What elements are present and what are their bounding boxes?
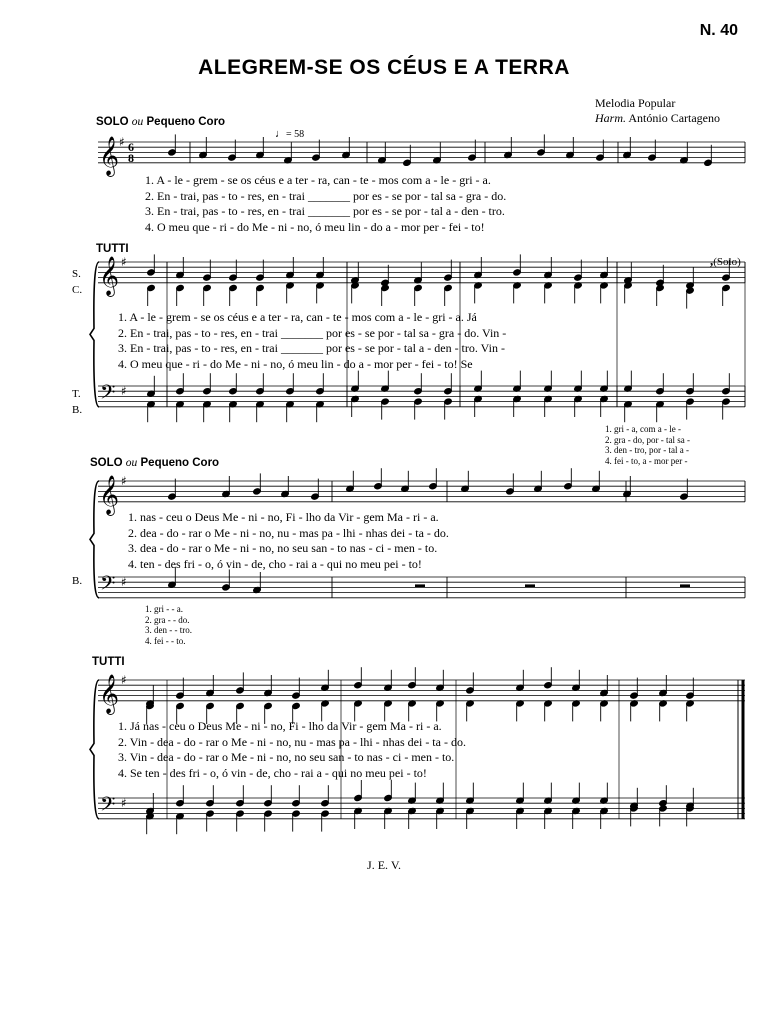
voice-label-t: T. xyxy=(72,388,81,400)
treble-clef: 𝄞 xyxy=(99,255,120,296)
voice-label-c: C. xyxy=(72,284,83,296)
ou-word: ou xyxy=(131,116,144,128)
verse-line: 2. dea - do - rar o Me - ni - no, nu - mas pa - lhi - nhas dei - ta - do. xyxy=(128,525,449,540)
system-bracket xyxy=(90,262,99,407)
key-sharp: ♯ xyxy=(121,474,127,488)
verse-line: 1. nas - ceu o Deus Me - ni - no, Fi - lho da Vir - gem Ma - ri - a. xyxy=(128,510,439,524)
verse-line: 2. Vin - dea - do - rar o Me - ni - no, nu - mas pa - lhi - nhas dei - ta - do. xyxy=(118,734,466,749)
lyrics-system-1 xyxy=(145,173,506,235)
whole-rest xyxy=(525,584,535,587)
pequeno-coro-word: Pequeno Coro xyxy=(140,457,220,469)
verse-line: 3. En - trai, pas - to - res, en - trai _______ por es - se por - tal a - den - tro. xyxy=(145,204,505,218)
verse-line: 4. ten - des fri - o, ó vin - de, cho - rai a - qui no meu pei - to! xyxy=(128,556,422,571)
lyrics-system-3-small xyxy=(145,604,192,646)
ou-word: ou xyxy=(125,457,138,469)
hymn-number: N. 40 xyxy=(699,22,738,39)
lyrics-system-2-small xyxy=(605,424,690,466)
verse-line: 1. Já nas - ceu o Deus Me - ni - no, Fi - lho da Vir - gem Ma - ri - a. xyxy=(118,719,442,733)
whole-rest xyxy=(415,584,425,587)
voice-label-s: S. xyxy=(72,268,81,280)
verse-line: 3. dea - do - rar o Me - ni - no, no seu san - to nas - ci - men - to. xyxy=(128,541,438,555)
key-sharp: ♯ xyxy=(121,575,127,590)
treble-clef: 𝄞 xyxy=(99,673,120,714)
tempo-marking: ♩= 58 xyxy=(275,128,305,140)
bass-clef: 𝄢 xyxy=(100,792,116,821)
voice-label-b2: B. xyxy=(72,575,83,587)
solo-word: SOLO xyxy=(90,457,123,469)
bass-clef: 𝄢 xyxy=(100,380,116,409)
verse-line: 4. Se ten - des fri - o, ó vin - de, cho - rai a - qui no meu pei - to! xyxy=(118,765,427,780)
verse-line-small: 1. gri - a, com a - le - xyxy=(605,424,681,434)
system-bracket xyxy=(90,481,99,598)
treble-clef: 𝄞 xyxy=(99,474,120,515)
verse-line-small: 4. fei - to, a - mor per - xyxy=(605,455,688,466)
verse-line: 1. A - le - grem - se os céus e a ter - ra, can - te - mos com a - le - gri - a. Já xyxy=(118,310,477,324)
verse-line: 4. O meu que - ri - do Me - ni - no, ó meu lin - do a - mor per - fei - to! Se xyxy=(118,356,473,371)
whole-rest xyxy=(680,584,690,587)
verse-line: 2. En - trai, pas - to - res, en - trai _______ por es - se por - tal sa - gra - do. Vin - xyxy=(118,325,507,340)
voice-label-b: B. xyxy=(72,404,83,416)
verse-line-small: 2. gra - - do. xyxy=(145,614,190,625)
time-sig-top: 6 xyxy=(128,140,134,154)
treble-clef: 𝄞 xyxy=(99,135,120,176)
pequeno-coro-word: Pequeno Coro xyxy=(146,116,226,128)
tutti-label-2: TUTTI xyxy=(92,656,125,668)
lyrics-system-3 xyxy=(128,510,449,572)
verse-line-small: 1. gri - - a. xyxy=(145,604,183,614)
page-title: ALEGREM-SE OS CÉUS E A TERRA xyxy=(198,56,570,79)
key-sharp: ♯ xyxy=(121,673,127,687)
verse-line-small: 3. den - - tro. xyxy=(145,625,192,635)
verse-line: 2. En - trai, pas - to - res, en - trai _______ por es - se por - tal sa - gra - do. xyxy=(145,188,507,203)
verse-line-small: 2. gra - do, por - tal sa - xyxy=(605,434,690,445)
verse-line: 1. A - le - grem - se os céus e a ter - ra, can - te - mos com a - le - gri - a. xyxy=(145,173,491,187)
lyrics-system-2 xyxy=(118,310,506,372)
solo-mark-text: (Solo) xyxy=(713,256,741,268)
signature: J. E. V. xyxy=(367,858,401,872)
key-sharp: ♯ xyxy=(121,796,127,811)
verse-line: 3. En - trai, pas - to - res, en - trai _______ por es - se por - tal a - den - tro. Vin - xyxy=(118,341,505,355)
harm-prefix: Harm. xyxy=(595,111,627,125)
harm-name: António Cartageno xyxy=(628,111,721,125)
solo-word: SOLO xyxy=(96,116,129,128)
verse-line: 4. O meu que - ri - do Me - ni - no, ó meu lin - do a - mor per - fei - to! xyxy=(145,219,485,234)
verse-line-small: 4. fei - - to. xyxy=(145,635,186,646)
melody-credit: Melodia Popular xyxy=(595,96,676,110)
tempo-value: = 58 xyxy=(286,129,305,140)
solo-mark: ,(Solo) xyxy=(710,253,741,268)
verse-line-small: 3. den - tro, por - tal a - xyxy=(605,445,689,455)
bass-clef: 𝄢 xyxy=(100,571,116,600)
system-bracket xyxy=(90,680,99,819)
tutti-label-1: TUTTI xyxy=(96,243,129,255)
key-sharp: ♯ xyxy=(121,255,127,269)
time-sig-bottom: 8 xyxy=(128,151,134,165)
key-sharp: ♯ xyxy=(121,384,127,399)
verse-line: 3. Vin - dea - do - rar o Me - ni - no, no seu san - to nas - ci - men - to. xyxy=(118,750,455,764)
lyrics-system-4 xyxy=(118,719,466,781)
key-sharp: ♯ xyxy=(119,135,125,149)
